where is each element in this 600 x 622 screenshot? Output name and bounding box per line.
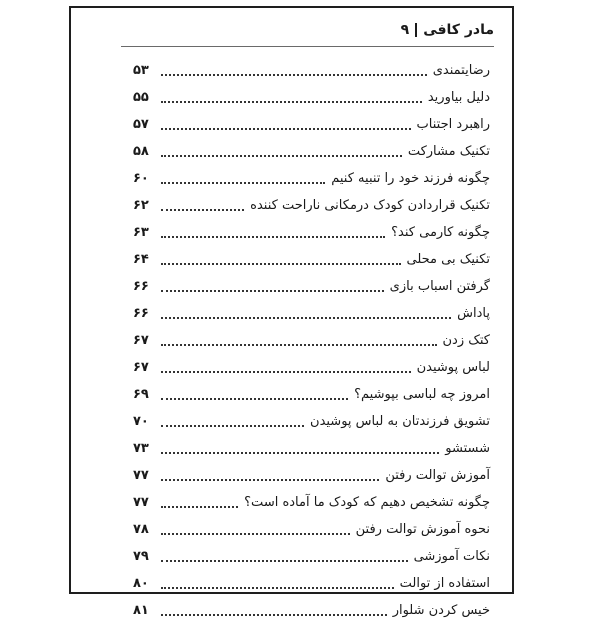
toc-entry-page: ۶۰ [133,171,149,186]
toc-entry [133,109,490,136]
toc-entry-title: امروز چه لباسی بپوشیم؟ [354,387,490,402]
toc-entry-title: آموزش توالت رفتن [385,468,490,483]
toc-dot-leader [161,101,422,103]
toc-entry [133,244,490,271]
table-of-contents [133,55,490,622]
toc-entry-title: پاداش [457,306,490,321]
toc-entry [133,190,490,217]
toc-entry-title: تشویق فرزندتان به لباس پوشیدن [310,414,490,429]
toc-entry [133,487,490,514]
toc-entry-title: نکات آموزشی [413,549,490,564]
toc-entry-page: ۶۶ [133,279,149,294]
toc-entry-title: شستشو [445,441,490,456]
toc-entry-title: تکنیک بی محلی [406,252,490,267]
toc-entry-title: نحوه آموزش توالت رفتن [355,522,490,537]
toc-entry [133,595,490,622]
toc-dot-leader [161,74,427,76]
toc-entry [133,541,490,568]
book-title: مادر کافی [423,22,494,38]
toc-entry-title: کتک زدن [442,333,490,348]
toc-dot-leader [161,425,304,427]
toc-entry-page: ۶۲ [133,198,149,213]
toc-entry-page: ۷۷ [133,468,149,483]
toc-entry [133,568,490,595]
toc-entry-title: لباس پوشیدن [416,360,490,375]
toc-dot-leader [161,182,325,184]
toc-entry-page: ۸۰ [133,576,149,591]
toc-dot-leader [161,452,439,454]
toc-entry-page: ۵۸ [133,144,149,159]
toc-entry-page: ۷۳ [133,441,149,456]
header-separator [415,23,417,37]
toc-dot-leader [161,209,244,211]
toc-entry-title: چگونه فرزند خود را تنبیه کنیم [331,171,490,186]
toc-entry-title: رضایتمندی [432,63,490,78]
toc-dot-leader [161,344,437,346]
toc-entry-page: ۷۷ [133,495,149,510]
toc-entry-title: استفاده از توالت [399,576,490,591]
toc-entry-title: تکنیک مشارکت [407,144,490,159]
toc-entry-title: چگونه تشخیص دهیم که کودک ما آماده است؟ [244,495,490,510]
toc-entry-page: ۶۷ [133,360,149,375]
toc-entry [133,217,490,244]
toc-entry [133,163,490,190]
toc-entry-page: ۶۳ [133,225,149,240]
toc-entry [133,460,490,487]
toc-dot-leader [161,371,411,373]
toc-dot-leader [161,128,411,130]
book-page [69,6,514,618]
toc-entry-title: راهبرد اجتناب [416,117,490,132]
toc-dot-leader [161,506,238,508]
toc-entry [133,379,490,406]
toc-dot-leader [161,560,408,562]
toc-entry [133,325,490,352]
toc-dot-leader [161,398,348,400]
toc-entry-title: دلیل بیاورید [427,90,490,105]
toc-dot-leader [161,614,387,616]
toc-entry-page: ۵۳ [133,63,149,78]
toc-dot-leader [161,533,350,535]
toc-entry [133,271,490,298]
toc-entry-page: ۷۸ [133,522,149,537]
toc-entry-title: چگونه کارمی کند؟ [391,225,490,240]
toc-entry [133,298,490,325]
toc-entry-page: ۶۶ [133,306,149,321]
toc-entry [133,82,490,109]
toc-entry-title: گرفتن اسباب بازی [389,279,490,294]
toc-entry-title: تکنیک قراردادن کودک درمکانی ناراحت کننده [250,198,490,213]
toc-entry [133,433,490,460]
toc-entry [133,514,490,541]
toc-entry-page: ۵۵ [133,90,149,105]
toc-entry-page: ۸۱ [133,603,149,618]
toc-entry-page: ۷۹ [133,549,149,564]
toc-entry-page: ۶۹ [133,387,149,402]
toc-entry-page: ۶۴ [133,252,149,267]
toc-dot-leader [161,236,385,238]
toc-dot-leader [161,290,384,292]
toc-entry-page: ۵۷ [133,117,149,132]
page-header [401,22,494,38]
toc-dot-leader [161,155,402,157]
page-number: ۹ [400,22,410,38]
toc-entry-page: ۷۰ [133,414,149,429]
header-divider [121,46,494,47]
toc-dot-leader [161,479,379,481]
toc-entry-page: ۶۷ [133,333,149,348]
toc-entry [133,55,490,82]
toc-dot-leader [161,587,394,589]
toc-dot-leader [161,263,401,265]
toc-dot-leader [161,317,451,319]
toc-entry [133,352,490,379]
toc-entry [133,136,490,163]
toc-entry [133,406,490,433]
toc-entry-title: خیس کردن شلوار [392,603,490,618]
